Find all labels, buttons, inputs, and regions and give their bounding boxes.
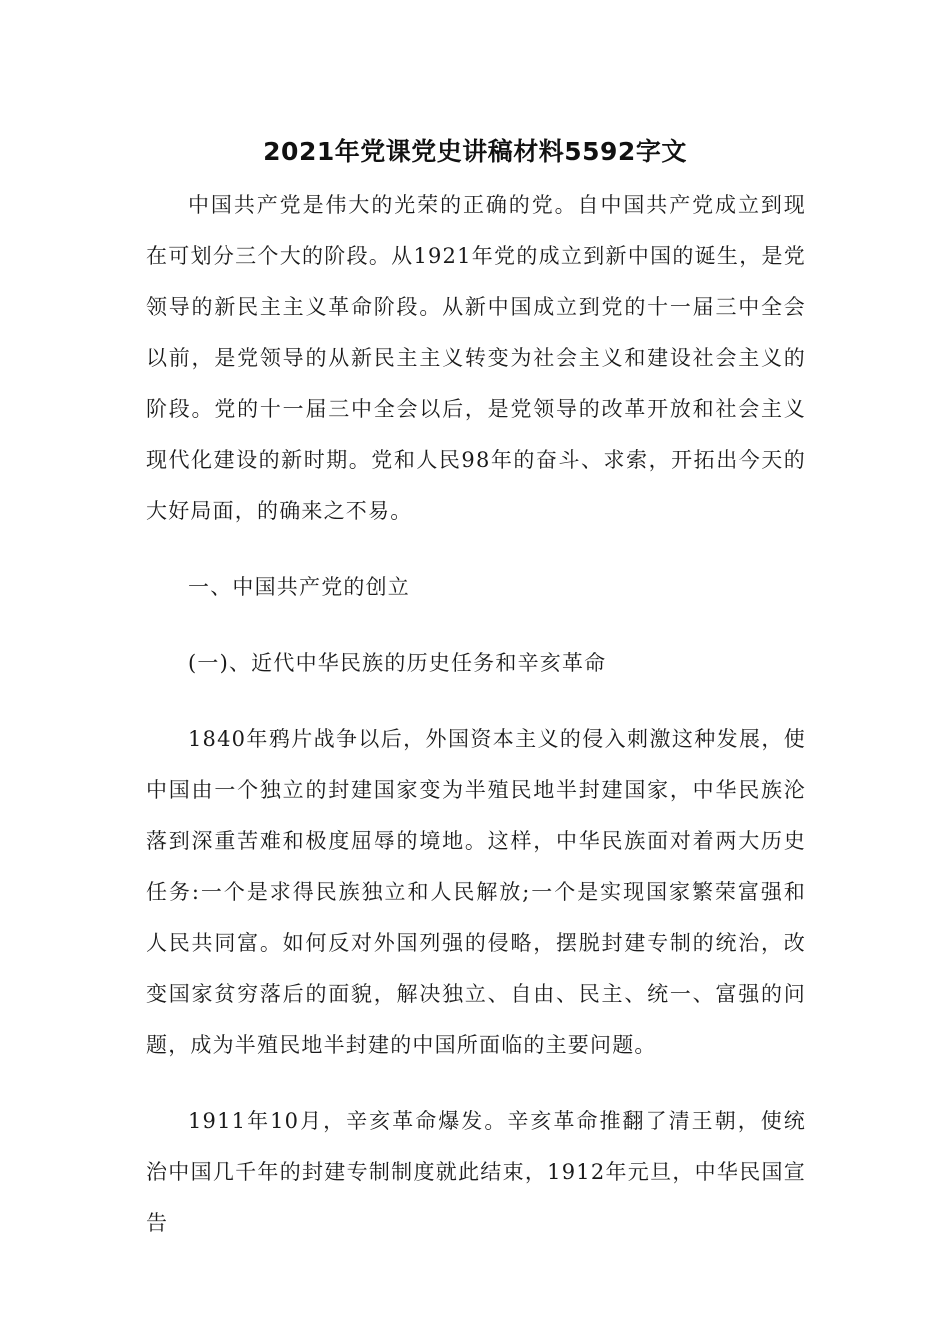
intro-paragraph: 中国共产党是伟大的光荣的正确的党。自中国共产党成立到现在可划分三个大的阶段。从1921年党的成立到新中国的诞生，是党领导的新民主主义革命阶段。从新中国成立到党的十一届三中全会以前，是党领导的从新民主主义转变为社会主义和建设社会主义的阶段。党的十一届三中全会以后，是党领导的改革开放和社会主义现代化建设的新时期。党和人民98年的奋斗、求索，开拓出今天的大好局面，的确来之不易。: [146, 193, 806, 523]
section-heading: 一、中国共产党的创立: [188, 575, 410, 599]
paragraph-gap: [146, 537, 806, 562]
document-title: 2021年党课党史讲稿材料5592字文: [263, 137, 687, 166]
document-body: [146, 180, 806, 1249]
paragraph-gap: [146, 613, 806, 638]
paragraph-gap: [146, 1071, 806, 1096]
body-paragraph-1840: 1840年鸦片战争以后，外国资本主义的侵入刺激这种发展，使中国由一个独立的封建国家变为半殖民地半封建国家，中华民族沦落到深重苦难和极度屈辱的境地。这样，中华民族面对着两大历史任务:一个是求得民族独立和人民解放;一个是实现国家繁荣富强和人民共同富。如何反对外国列强的侵略，摆脱封建专制的统治，改变国家贫穷落后的面貌，解决独立、自由、民主、统一、富强的问题，成为半殖民地半封建的中国所面临的主要问题。: [146, 727, 806, 1057]
body-paragraph-1911: 1911年10月，辛亥革命爆发。辛亥革命推翻了清王朝，使统治中国几千年的封建专制制度就此结束，1912年元旦，中华民国宣告: [146, 1109, 806, 1235]
paragraph-gap: [146, 689, 806, 714]
subsection-heading: (一)、近代中华民族的历史任务和辛亥革命: [188, 651, 607, 675]
